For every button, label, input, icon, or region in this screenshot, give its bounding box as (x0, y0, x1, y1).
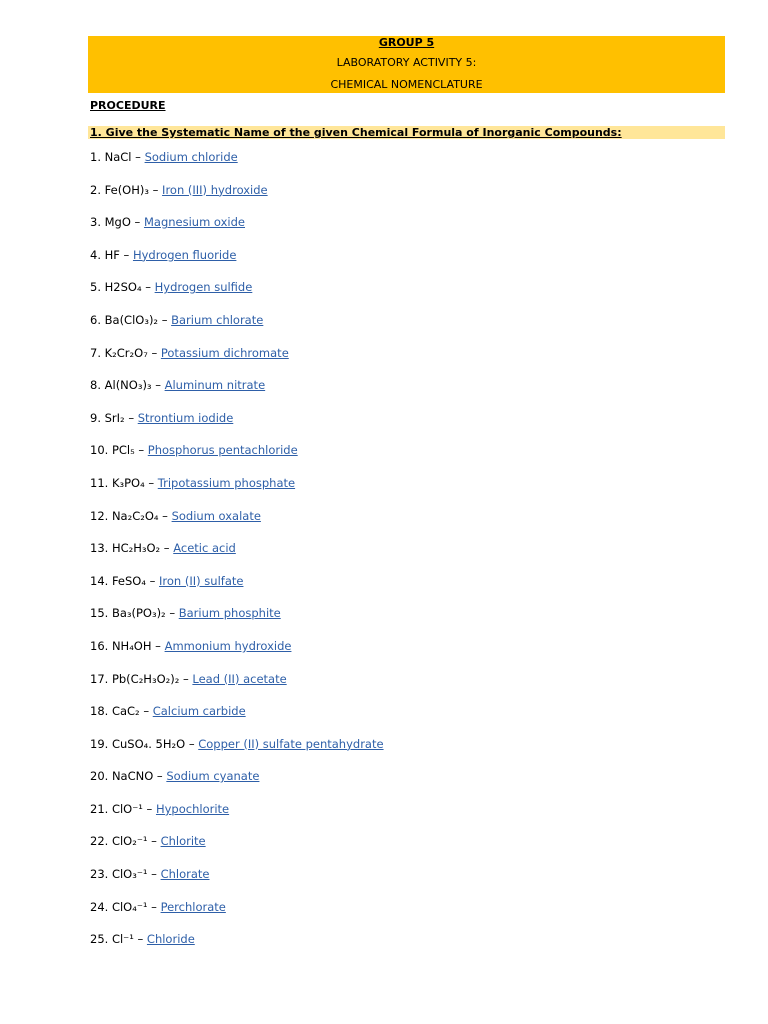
list-item (90, 768, 384, 801)
activity-title: LABORATORY ACTIVITY 5: (336, 56, 477, 69)
formula: 6. Ba(ClO₃)₂ – (90, 312, 172, 327)
list-item (90, 833, 384, 866)
formula: 21. ClO⁻¹ – (90, 801, 156, 816)
answer-link[interactable]: Sodium oxalate (171, 508, 261, 523)
list-item (90, 605, 384, 638)
answer-link[interactable]: Sodium chloride (144, 150, 238, 164)
formula: 7. K₂Cr₂O₇ – (90, 345, 161, 360)
answer-link[interactable]: Strontium iodide (137, 410, 234, 425)
formula: 3. MgO – (90, 215, 144, 230)
answer-link[interactable]: Hydrogen sulfide (154, 280, 253, 295)
formula: 11. K₃PO₄ – (90, 475, 158, 490)
answer-link[interactable]: Barium phosphite (178, 606, 281, 621)
formula: 10. PCl₅ – (90, 443, 148, 458)
list-item (90, 866, 384, 899)
topic-title: CHEMICAL NOMENCLATURE (330, 78, 483, 91)
formula: 24. ClO₄⁻¹ – (90, 899, 161, 914)
answer-link[interactable]: Phosphorus pentachloride (147, 443, 298, 458)
list-item (90, 703, 384, 736)
formula: 17. Pb(C₂H₃O₂)₂ – (90, 671, 193, 686)
answer-link[interactable]: Chlorite (160, 834, 206, 849)
answer-link[interactable]: Magnesium oxide (143, 215, 245, 230)
instruction-line: 1. Give the Systematic Name of the given Chemical Formula of Inorganic Compounds: (88, 126, 725, 139)
answer-link[interactable]: Chloride (146, 932, 195, 947)
list-item (90, 801, 384, 834)
list-item (90, 931, 384, 964)
answer-link[interactable]: Lead (II) acetate (192, 671, 287, 686)
answer-link[interactable]: Hypochlorite (155, 801, 230, 816)
formula: 9. SrI₂ – (90, 410, 138, 425)
formula: 20. NaCNO – (90, 769, 167, 784)
answer-link[interactable]: Potassium dichromate (160, 345, 289, 360)
list-item (90, 410, 384, 443)
answer-link[interactable]: Calcium carbide (152, 704, 246, 719)
formula: 19. CuSO₄. 5H₂O – (90, 736, 199, 751)
list-item (90, 508, 384, 541)
header-banner (88, 36, 725, 93)
formula: 16. NH₄OH – (90, 638, 165, 653)
list-item (90, 736, 384, 769)
list-item (90, 214, 384, 247)
answer-link[interactable]: Barium chlorate (171, 312, 264, 327)
formula: 2. Fe(OH)₃ – (90, 182, 163, 197)
formula: 18. CaC₂ – (90, 704, 153, 719)
list-item (90, 312, 384, 345)
formula: 12. Na₂C₂O₄ – (90, 508, 172, 523)
answer-link[interactable]: Sodium cyanate (166, 769, 260, 784)
formula: 1. NaCl – (90, 150, 145, 164)
formula: 15. Ba₃(PO₃)₂ – (90, 606, 179, 621)
formula: 5. H2SO₄ – (90, 280, 155, 295)
formula: 23. ClO₃⁻¹ – (90, 867, 161, 882)
group-title: GROUP 5 (378, 36, 435, 49)
answer-link[interactable]: Aluminum nitrate (164, 378, 266, 393)
answer-link[interactable]: Tripotassium phosphate (157, 475, 296, 490)
list-item (90, 638, 384, 671)
list-item (90, 540, 384, 573)
answer-link[interactable]: Iron (III) hydroxide (162, 182, 268, 197)
list-item (90, 247, 384, 280)
answer-link[interactable]: Copper (II) sulfate pentahydrate (198, 736, 384, 751)
formula: 13. HC₂H₃O₂ – (90, 541, 174, 556)
list-item (90, 182, 384, 215)
list-item (90, 377, 384, 410)
formula: 14. FeSO₄ – (90, 573, 160, 588)
procedure-heading: PROCEDURE (90, 99, 166, 112)
formula: 25. Cl⁻¹ – (90, 932, 147, 947)
formula: 22. ClO₂⁻¹ – (90, 834, 161, 849)
list-item (90, 442, 384, 475)
answer-link[interactable]: Hydrogen fluoride (132, 247, 237, 262)
list-item (90, 475, 384, 508)
list-item (90, 671, 384, 704)
formula: 4. HF – (90, 247, 133, 262)
answer-link[interactable]: Chlorate (160, 867, 210, 882)
answer-link[interactable]: Ammonium hydroxide (164, 638, 292, 653)
list-item (90, 149, 384, 182)
answer-link[interactable]: Iron (II) sulfate (159, 573, 244, 588)
list-item (90, 573, 384, 606)
list-item (90, 279, 384, 312)
formula: 8. Al(NO₃)₃ – (90, 378, 165, 393)
compound-list (90, 149, 384, 964)
list-item (90, 345, 384, 378)
answer-link[interactable]: Acetic acid (173, 541, 236, 556)
list-item (90, 899, 384, 932)
answer-link[interactable]: Perchlorate (160, 899, 226, 914)
